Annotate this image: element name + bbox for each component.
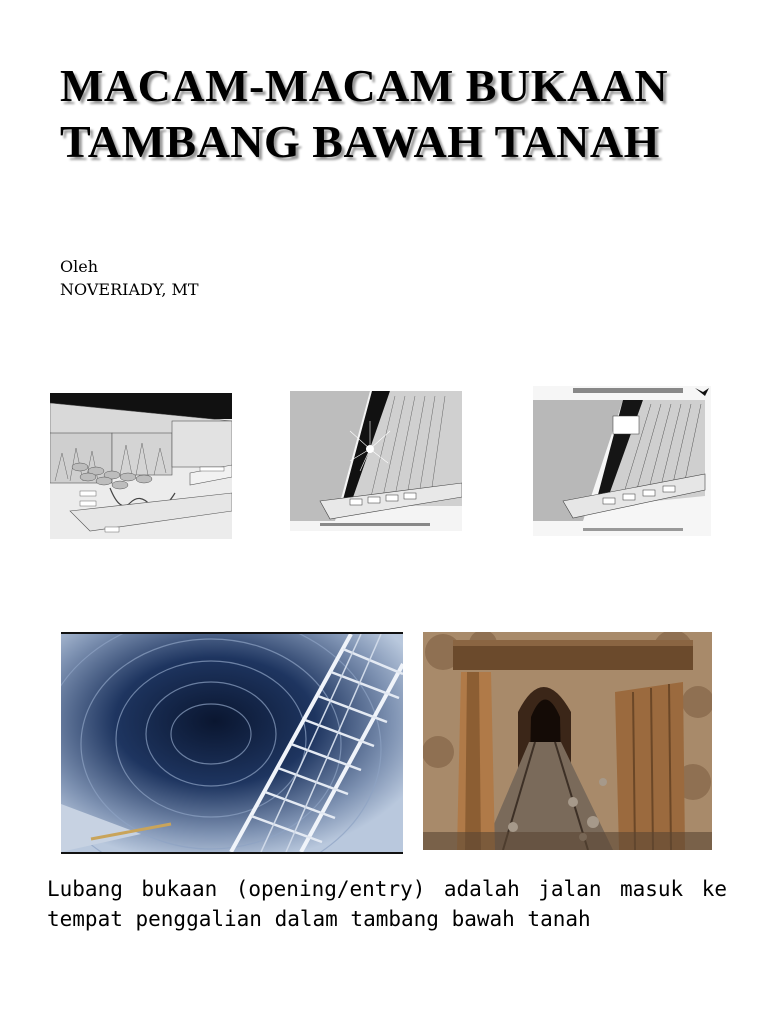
block-caving-diagram (50, 393, 232, 539)
author-prefix: Oleh (60, 257, 99, 276)
title-line-1: MACAM-MACAM BUKAAN (60, 60, 669, 111)
sublevel-stoping-diagram (290, 391, 462, 531)
author-block (60, 255, 199, 301)
vertical-shaft-photo (61, 632, 403, 854)
slide-caption: Lubang bukaan (opening/entry) adalah jalan masuk ke tempat penggalian dalam tambang bawah tanah (47, 877, 727, 931)
adit-tunnel-photo (423, 632, 712, 850)
title-line-2: TAMBANG BAWAH TANAH (60, 116, 660, 167)
slide-title (60, 58, 740, 170)
author-name: NOVERIADY, MT (60, 280, 199, 299)
underground-mining-method-diagram (533, 386, 711, 536)
